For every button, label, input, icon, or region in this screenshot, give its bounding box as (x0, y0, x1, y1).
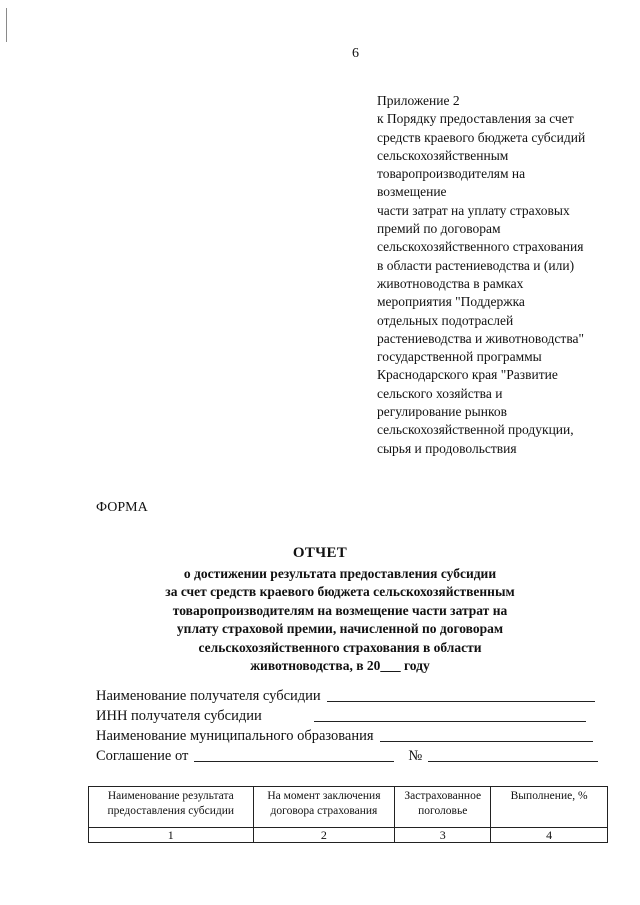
appendix-header (377, 92, 639, 458)
appendix-line: регулирование рынков (377, 404, 507, 420)
column-number-cell: 1 (89, 828, 254, 843)
appendix-line: сельскохозяйственного страхования (377, 239, 584, 255)
appendix-line: средств краевого бюджета субсидий (377, 129, 586, 145)
table-header-cell: На момент заключения договора страхования (253, 787, 395, 828)
page-edge-mark (6, 8, 7, 42)
table-header-cell: Застрахованное поголовье (395, 787, 491, 828)
appendix-line: части затрат на уплату страховых (377, 202, 570, 218)
appendix-line: возмещение (377, 184, 447, 200)
appendix-line: отдельных подотраслей (377, 312, 514, 328)
agreement-number-blank[interactable] (428, 760, 598, 762)
recipient-inn-label: ИНН получателя субсидии (96, 708, 262, 724)
recipient-name-label: Наименование получателя субсидии (96, 688, 321, 704)
appendix-line: мероприятия "Поддержка (377, 294, 525, 310)
form-label: ФОРМА (96, 500, 148, 515)
appendix-line: сельскохозяйственным (377, 147, 509, 163)
subtitle-line: товаропроизводителям на возмещение части затрат на (172, 602, 508, 618)
column-number-cell: 2 (253, 828, 395, 843)
column-number-cell: 3 (395, 828, 491, 843)
report-table (88, 786, 608, 843)
municipality-label: Наименование муниципального образования (96, 728, 374, 744)
appendix-line: животноводства в рамках (377, 275, 524, 291)
agreement-row (96, 748, 598, 765)
recipient-inn-blank[interactable] (314, 720, 586, 722)
recipient-name-blank[interactable] (327, 700, 595, 702)
appendix-line: сырья и продовольствия (377, 440, 517, 456)
page-number: 6 (352, 46, 359, 61)
agreement-date-blank[interactable] (194, 760, 394, 762)
recipient-inn-row (96, 708, 586, 725)
appendix-line: товаропроизводителям на (377, 166, 526, 182)
municipality-blank[interactable] (380, 740, 593, 742)
appendix-line: Краснодарского края "Развитие (377, 367, 558, 383)
agreement-number-label: № (408, 748, 423, 764)
municipality-row (96, 728, 593, 745)
table-header-cell: Наименование результата предоставления субсидии (89, 787, 254, 828)
subtitle-line: животноводства, в 20___ году (250, 658, 430, 674)
table-header-cell: Выполнение, % (491, 787, 608, 828)
column-number-cell: 4 (491, 828, 608, 843)
subtitle-line: сельскохозяйственного страхования в области (198, 639, 482, 655)
subtitle-line: уплату страховой премии, начисленной по договорам (176, 621, 504, 637)
report-title: ОТЧЕТ (292, 545, 348, 561)
appendix-line: растениеводства и животноводства" (377, 330, 585, 346)
appendix-line: сельскохозяйственной продукции, (377, 422, 574, 438)
appendix-line: премий по договорам (377, 221, 501, 237)
subtitle-line: за счет средств краевого бюджета сельскохозяйственным (165, 584, 515, 600)
appendix-line: государственной программы (377, 349, 542, 365)
table-column-numbers-row (89, 828, 608, 843)
recipient-name-row (96, 688, 595, 705)
report-subtitle (110, 565, 570, 675)
appendix-line: Приложение 2 (377, 93, 460, 108)
subtitle-line: о достижении результата предоставления субсидии (183, 566, 497, 581)
table-header-row (89, 787, 608, 828)
agreement-from-label: Соглашение от (96, 748, 189, 764)
appendix-line: в области растениеводства и (или) (377, 257, 575, 273)
appendix-line: к Порядку предоставления за счет (377, 111, 574, 127)
appendix-line: сельского хозяйства и (377, 385, 503, 401)
